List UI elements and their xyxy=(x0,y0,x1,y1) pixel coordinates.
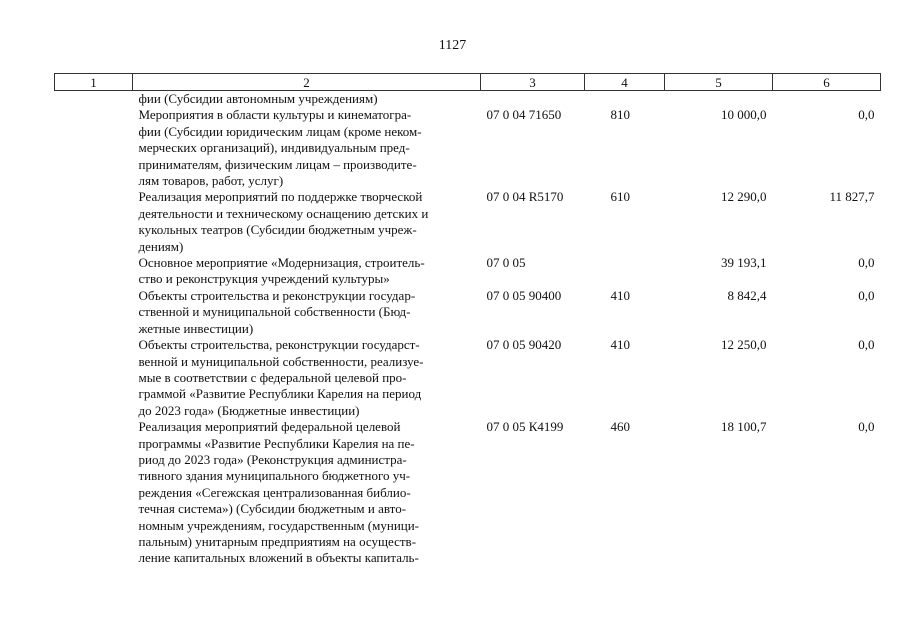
description-line: Основное мероприятие «Модернизация, строитель- xyxy=(138,255,425,271)
col-header-5: 5 xyxy=(665,74,773,91)
description-line: фии (Субсидии автономным учреждениям) xyxy=(138,91,378,106)
table-row xyxy=(55,91,881,108)
cell-type: 410 xyxy=(610,287,630,303)
cell-code: 07 0 05 90400 xyxy=(486,287,562,303)
header-row xyxy=(55,74,881,91)
description-line: дениям) xyxy=(138,238,184,254)
cell-description xyxy=(133,419,481,567)
cell-amount: 8 842,4 xyxy=(727,287,767,303)
cell-description xyxy=(133,91,481,108)
cell-amount: 12 290,0 xyxy=(721,189,767,205)
col-header-1: 1 xyxy=(55,74,133,91)
table-row xyxy=(55,189,881,255)
cell-description xyxy=(133,255,481,288)
cell-amount: 18 100,7 xyxy=(721,419,767,435)
description-line: кукольных театров (Субсидии бюджетным учреж- xyxy=(138,222,417,238)
cell-description xyxy=(133,107,481,189)
cell-code: 07 0 05 xyxy=(486,255,526,271)
cell-col1 xyxy=(55,189,133,255)
cell-code xyxy=(481,91,585,108)
cell-type xyxy=(585,255,665,288)
cell-amount2: 0,0 xyxy=(858,107,875,123)
description-line: Мероприятия в области культуры и кинематогра- xyxy=(138,107,412,123)
description-line: ство и реконструкция учреждений культуры» xyxy=(138,271,390,287)
table-row xyxy=(55,337,881,419)
description-line: принимателям, физическим лицам – производите- xyxy=(138,156,417,172)
col-header-6: 6 xyxy=(773,74,881,91)
description-line: пальным) унитарным предприятиям на осуществ- xyxy=(138,533,417,549)
cell-amount2: 0,0 xyxy=(858,419,875,435)
cell-col1 xyxy=(55,288,133,337)
cell-amount2: 0,0 xyxy=(858,287,875,303)
cell-type: 460 xyxy=(610,419,630,435)
description-line: Объекты строительства, реконструкции государст- xyxy=(138,337,420,353)
cell-code: 07 0 05 90420 xyxy=(486,337,562,353)
description-line: Реализация мероприятий федеральной целевой xyxy=(138,419,401,435)
cell-amount: 39 193,1 xyxy=(721,255,767,271)
table-row xyxy=(55,107,881,189)
description-line: тивного здания муниципального бюджетного уч- xyxy=(138,468,411,484)
description-line: программы «Развитие Республики Карелия на пе- xyxy=(138,435,415,451)
cell-type: 610 xyxy=(610,189,630,205)
cell-code: 07 0 04 R5170 xyxy=(486,189,564,205)
description-line: граммой «Развитие Республики Карелия на период xyxy=(138,386,422,402)
table-row xyxy=(55,419,881,567)
description-line: течная система») (Субсидии бюджетным и авто- xyxy=(138,501,407,517)
cell-col1 xyxy=(55,91,133,108)
cell-description xyxy=(133,337,481,419)
col-header-3: 3 xyxy=(481,74,585,91)
cell-code: 07 0 05 К4199 xyxy=(486,419,564,435)
description-line: фии (Субсидии юридическим лицам (кроме неком- xyxy=(138,123,422,139)
cell-amount2: 0,0 xyxy=(858,337,875,353)
description-line: риод до 2023 года» (Реконструкция администра- xyxy=(138,451,407,467)
cell-amount2: 11 827,7 xyxy=(829,189,875,205)
description-line: до 2023 года» (Бюджетные инвестиции) xyxy=(138,402,360,418)
description-line: реждения «Сегежская централизованная библио- xyxy=(138,484,411,500)
description-line: Реализация мероприятий по поддержке творческой xyxy=(138,189,423,205)
cell-amount2 xyxy=(773,91,881,108)
cell-col1 xyxy=(55,107,133,189)
description-line: ление капитальных вложений в объекты капиталь- xyxy=(138,550,419,566)
description-line: мерческих организаций), индивидуальным пред- xyxy=(138,140,410,156)
cell-type: 810 xyxy=(610,107,630,123)
cell-amount xyxy=(665,91,773,108)
description-line: мые в соответствии с федеральной целевой про- xyxy=(138,369,407,385)
col-header-4: 4 xyxy=(585,74,665,91)
description-line: деятельности и техническому оснащению детских и xyxy=(138,205,429,221)
description-line: лям товаров, работ, услуг) xyxy=(138,173,284,189)
table-row xyxy=(55,288,881,337)
cell-col1 xyxy=(55,337,133,419)
cell-col1 xyxy=(55,255,133,288)
page-number: 1127 xyxy=(438,38,467,53)
description-line: венной и муниципальной собственности, реализуе- xyxy=(138,353,424,369)
cell-amount: 12 250,0 xyxy=(721,337,767,353)
cell-description xyxy=(133,288,481,337)
cell-type xyxy=(585,91,665,108)
cell-amount2: 0,0 xyxy=(858,255,875,271)
cell-type: 410 xyxy=(610,337,630,353)
description-line: ственной и муниципальной собственности (Бюд- xyxy=(138,304,411,320)
description-line: Объекты строительства и реконструкции государ- xyxy=(138,287,416,303)
description-line: жетные инвестиции) xyxy=(138,320,254,336)
cell-amount: 10 000,0 xyxy=(721,107,767,123)
col-header-2: 2 xyxy=(133,74,481,91)
cell-code: 07 0 04 71650 xyxy=(486,107,562,123)
budget-table xyxy=(54,73,881,567)
description-line: номным учреждениям, государственным (муници- xyxy=(138,517,420,533)
cell-description xyxy=(133,189,481,255)
cell-col1 xyxy=(55,419,133,567)
table-row xyxy=(55,255,881,288)
